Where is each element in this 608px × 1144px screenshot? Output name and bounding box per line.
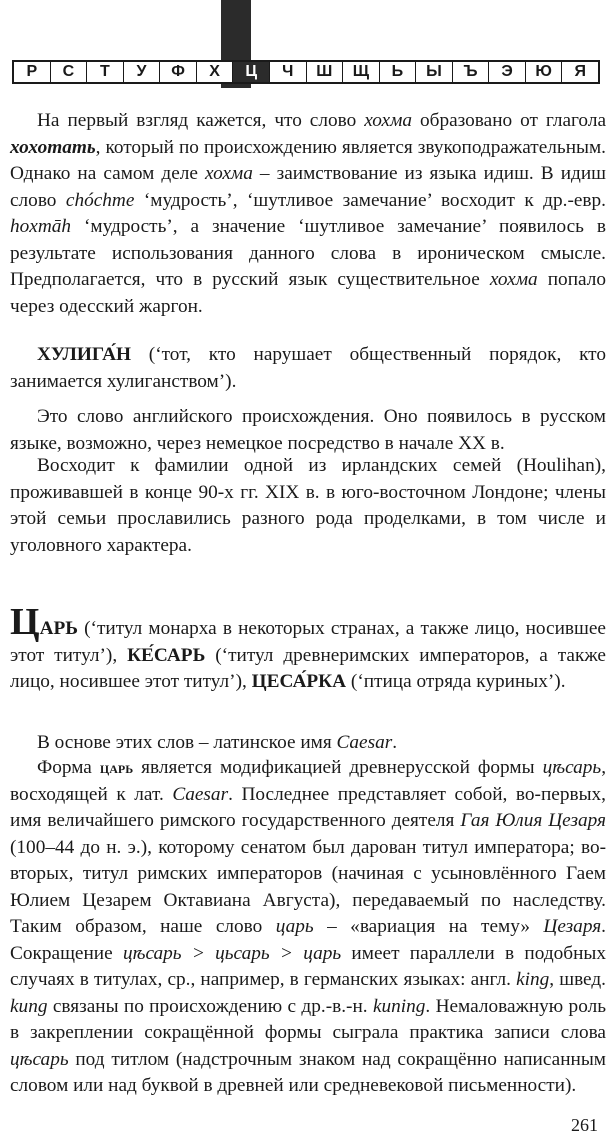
alphabet-letter: С [51,62,88,82]
text-run: . Немаловажную роль в закреплении сокращённой формы сыграла практика записи слова [10,995,606,1043]
drop-capital: Ц [10,601,40,643]
text-run: . Последнее представляет собой, во-первых, имя величайшего римского государственного деятеля [10,783,606,831]
italic-word: Caesar [336,732,393,753]
alphabet-letter: Ю [526,62,563,82]
italic-phrase: Гая Юлия Цезаря [460,810,606,831]
italic-word: king [516,969,550,990]
text-run: – «вариация на тему» [313,916,544,937]
headword: ЦЕСА́РКА [251,671,347,692]
tsar-paragraph-1 [10,730,606,757]
italic-word: царь [275,916,314,937]
page-number: 261 [571,1115,598,1135]
tsar-paragraph-2 [10,755,606,1100]
smallcaps-word: царь [99,758,134,777]
text-run: . Сокращение [10,916,606,964]
italic-word: хохма [489,269,538,290]
text-run: Форма [37,757,100,778]
text-run: (100–44 до н. э.), которому сенатом был дарован титул императора; во-вторых, титул римских императоров (начиная с усыновлённого Гаем Юлием Цезарем Октавиана Августа), передаваемый по наследству. Таким образом, наше слово [10,836,606,937]
huligan-paragraph-1: Это слово английского происхождения. Оно появилось в русском языке, возможно, через немецкое посредство в начале XX в. [10,406,606,454]
tsar-entry-heading [10,601,606,696]
alphabet-letter: Я [574,63,586,80]
bold-italic-word: хохотать [10,136,96,158]
text-run: образовано от глагола [412,110,606,131]
italic-phrase: цѣсарь > цьсарь > царь [122,942,342,964]
headword: КЕ́САРЬ [127,644,206,666]
text-run: . [392,732,398,753]
alphabet-letter-active: Ц [233,62,270,82]
text-run: попало через одесский жаргон. [10,269,607,317]
italic-word: kuning [372,995,426,1017]
huligan-paragraph-2: Восходит к фамилии одной из ирландских семей (Houlihan), проживавшей в конце 90-х гг. XIX в. в юго-восточном Лондоне; члены этой семьи прославились разного рода проделками, в том числе и уголовного характера. [10,455,606,556]
headword: АРЬ [39,618,79,639]
definition: (‘титул монарха в некоторых странах, а также лицо, носившее этот титул’), [10,618,606,666]
alphabet-letter: Э [489,62,526,82]
text-run: является модификацией древнерусской формы [133,757,543,778]
alphabet-index-bar [12,60,600,84]
definition: (‘птица отряда куриных’). [346,671,566,692]
text-run: под титлом (надстрочным знаком над сокращённо написанным словом или над буквой в древней или средневековой письменности). [10,1048,606,1096]
italic-word: kung [10,995,48,1017]
hokhma-paragraph [10,108,606,320]
text-run: , который по происхождению является звукоподражательным. Однако на самом деле [10,136,606,184]
text-run: В основе этих слов – латинское имя [37,732,337,753]
text-run: , швед. [549,969,606,990]
italic-word: hoxmāh [10,216,72,237]
text-run: имеет параллели в подобных случаях в титулах, ср., например, в германских языках: англ. [10,942,606,990]
huligan-entry-heading [10,342,606,395]
text-run: ‘мудрость’, ‘шутливое замечание’ восходит к др.-евр. [134,189,606,211]
italic-word: chóchme [65,189,135,211]
alphabet-letter: Ф [160,62,197,82]
headword: ХУЛИГА́Н [37,344,131,365]
alphabet-letter: Т [87,62,124,82]
text-run: – заимствование из языка идиш. В идиш слово [10,163,606,211]
alphabet-letter: Ш [307,62,344,82]
italic-word: хохма [205,163,253,184]
text-run: , восходящей к лат. [10,757,607,805]
alphabet-letter: Х [197,62,234,82]
alphabet-letter: Р [14,62,51,82]
alphabet-letter: Ы [416,62,453,82]
text-run: связаны по происхождению с др.-в.-н. [47,995,373,1017]
alphabet-letter: У [124,62,161,82]
italic-word: хохма [364,110,413,131]
italic-word: цѣсарь [10,1048,69,1070]
italic-word: Цезаря [543,916,602,937]
alphabet-letter: Щ [343,62,380,82]
alphabet-letter: Ъ [453,62,490,82]
text-run: ‘мудрость’, а значение ‘шутливое замечание’ появилось в результате использования данного слова в ироническом смысле. Предполагается, что в русский язык существительное [10,216,606,290]
text-run: На первый взгляд кажется, что слово [37,110,365,131]
definition: (‘тот, кто нарушает общественный порядок, кто занимается хулиганством’). [10,344,606,392]
definition: (‘титул древнеримских императоров, а также лицо, носившее этот титул’), [10,644,606,692]
alphabet-letter: Ь [380,62,417,82]
italic-word: цѣсарь [542,757,602,778]
alphabet-letter: Ч [270,62,307,82]
italic-word: Caesar [172,783,229,805]
